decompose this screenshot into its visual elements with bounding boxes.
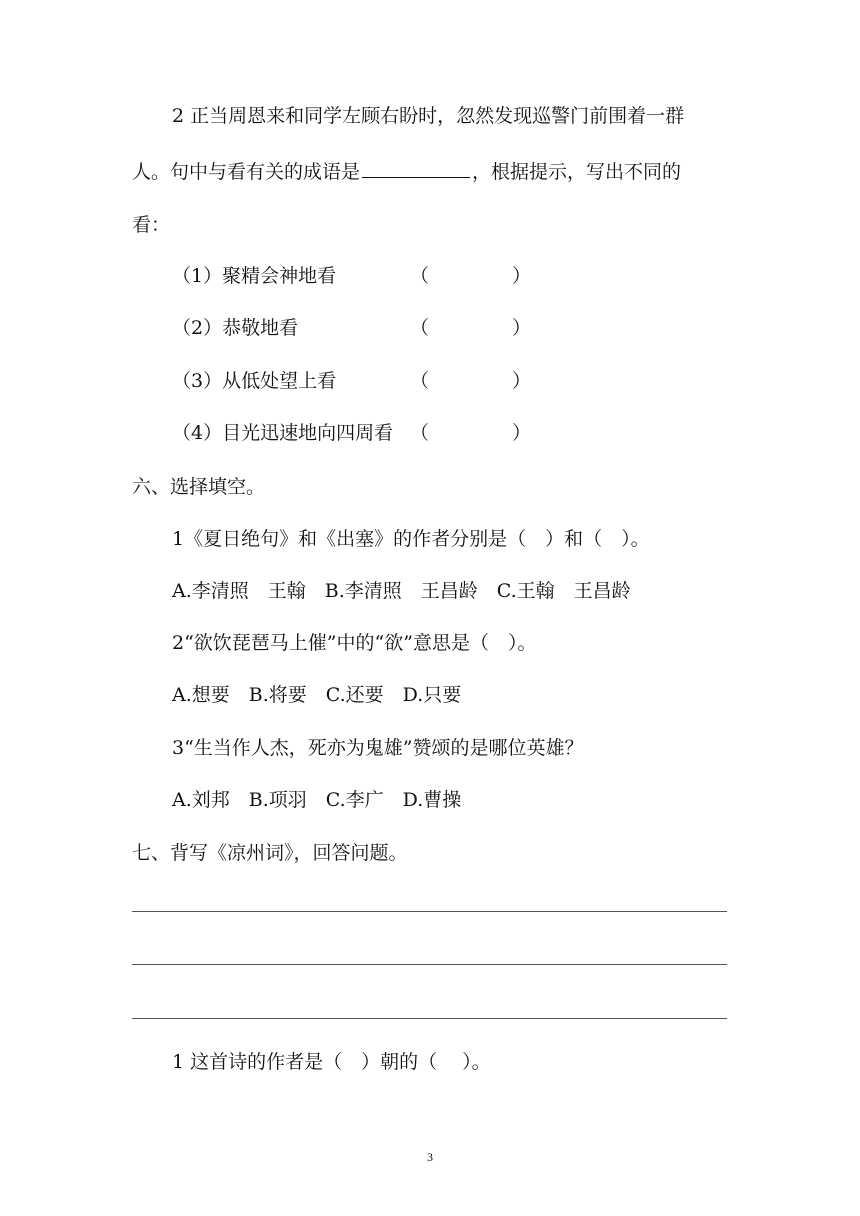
q2-line1: 2 正当周恩来和同学左顾右盼时，忽然发现巡警门前围着一群 (172, 105, 685, 127)
section6-q3-options: A.刘邦 B.项羽 C.李广 D.曹操 (172, 789, 462, 811)
section6-q2-options: A.想要 B.将要 C.还要 D.只要 (172, 684, 462, 706)
q2-item-3-open-paren: （ (410, 370, 430, 392)
section6-q1: 1《夏日绝句》和《出塞》的作者分别是（ ）和（ ）。 (172, 528, 650, 550)
section6-heading: 六、选择填空。 (132, 476, 266, 498)
q2-line2 (132, 159, 681, 184)
section7-q1: 1 这首诗的作者是（ ）朝的（ ）。 (172, 1051, 491, 1073)
answer-line-3[interactable] (132, 1018, 727, 1019)
q2-item-4-label: （4）目光迅速地向四周看 (172, 422, 394, 444)
idiom-answer-blank[interactable] (362, 159, 470, 178)
section6-q1-options: A.李清照 王翰 B.李清照 王昌龄 C.王翰 王昌龄 (172, 580, 631, 602)
q2-item-1-close-paren: ） (512, 265, 532, 287)
section6-q3: 3“生当作人杰，死亦为鬼雄”赞颂的是哪位英雄？ (172, 737, 584, 759)
answer-line-1[interactable] (132, 911, 727, 912)
q2-item-2-label: （2）恭敬地看 (172, 317, 299, 339)
q2-item-4-close-paren: ） (512, 422, 532, 444)
q2-line3: 看： (132, 214, 171, 236)
answer-line-2[interactable] (132, 964, 727, 965)
q2-item-3-label: （3）从低处望上看 (172, 370, 337, 392)
q2-item-4-open-paren: （ (410, 422, 430, 444)
page-number: 3 (427, 1150, 433, 1164)
section7-heading: 七、背写《凉州词》，回答问题。 (132, 842, 408, 864)
q2-item-1-label: （1）聚精会神地看 (172, 265, 337, 287)
section6-q2: 2“欲饮琵琶马上催”中的“欲”意思是（ ）。 (172, 632, 537, 654)
q2-line2-pre: 人。句中与看有关的成语是 (132, 161, 361, 183)
q2-line2-post: ，根据提示，写出不同的 (472, 161, 682, 183)
q2-item-3-close-paren: ） (512, 370, 532, 392)
q2-item-1-open-paren: （ (410, 265, 430, 287)
q2-item-2-open-paren: （ (410, 317, 430, 339)
q2-item-2-close-paren: ） (512, 317, 532, 339)
